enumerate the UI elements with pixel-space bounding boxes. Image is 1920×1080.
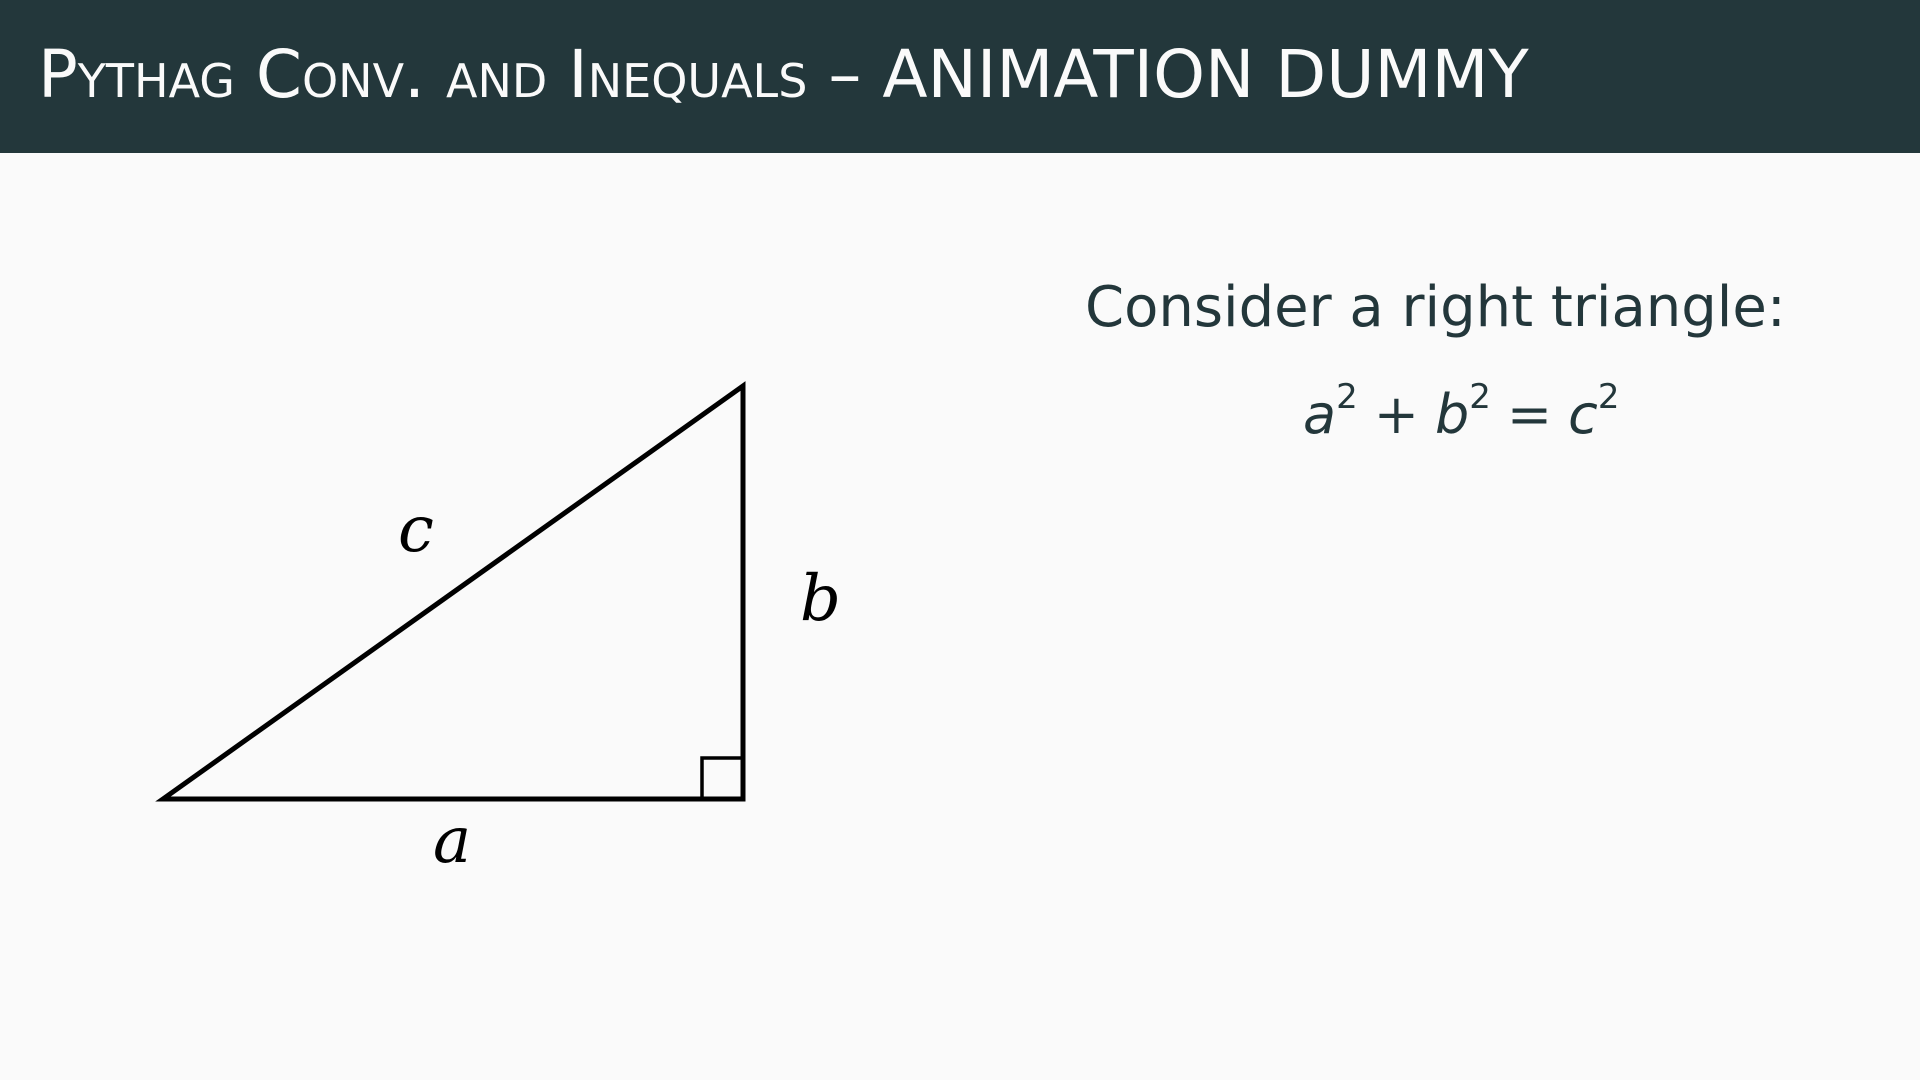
pythagorean-equation xyxy=(1303,375,1620,455)
base-side-label-a: a xyxy=(433,804,472,878)
right-triangle xyxy=(163,386,743,799)
eq-equals: = xyxy=(1506,383,1553,446)
eq-exp-b: 2 xyxy=(1469,377,1491,417)
eq-exp-c: 2 xyxy=(1597,377,1620,417)
title-main: Pythag Conv. and Inequals xyxy=(38,36,808,113)
eq-term-b: b xyxy=(1434,383,1470,446)
eq-plus: + xyxy=(1373,383,1419,446)
eq-term-a: a xyxy=(1303,383,1337,446)
hypotenuse-label-c: c xyxy=(398,493,434,567)
intro-text: Consider a right triangle: xyxy=(1085,275,1786,340)
eq-exp-a: 2 xyxy=(1336,377,1358,417)
title-separator: – xyxy=(807,36,883,113)
title-suffix: ANIMATION DUMMY xyxy=(882,36,1529,113)
right-angle-marker xyxy=(702,758,743,799)
vertical-side-label-b: b xyxy=(800,562,841,636)
eq-term-c: c xyxy=(1568,383,1598,446)
